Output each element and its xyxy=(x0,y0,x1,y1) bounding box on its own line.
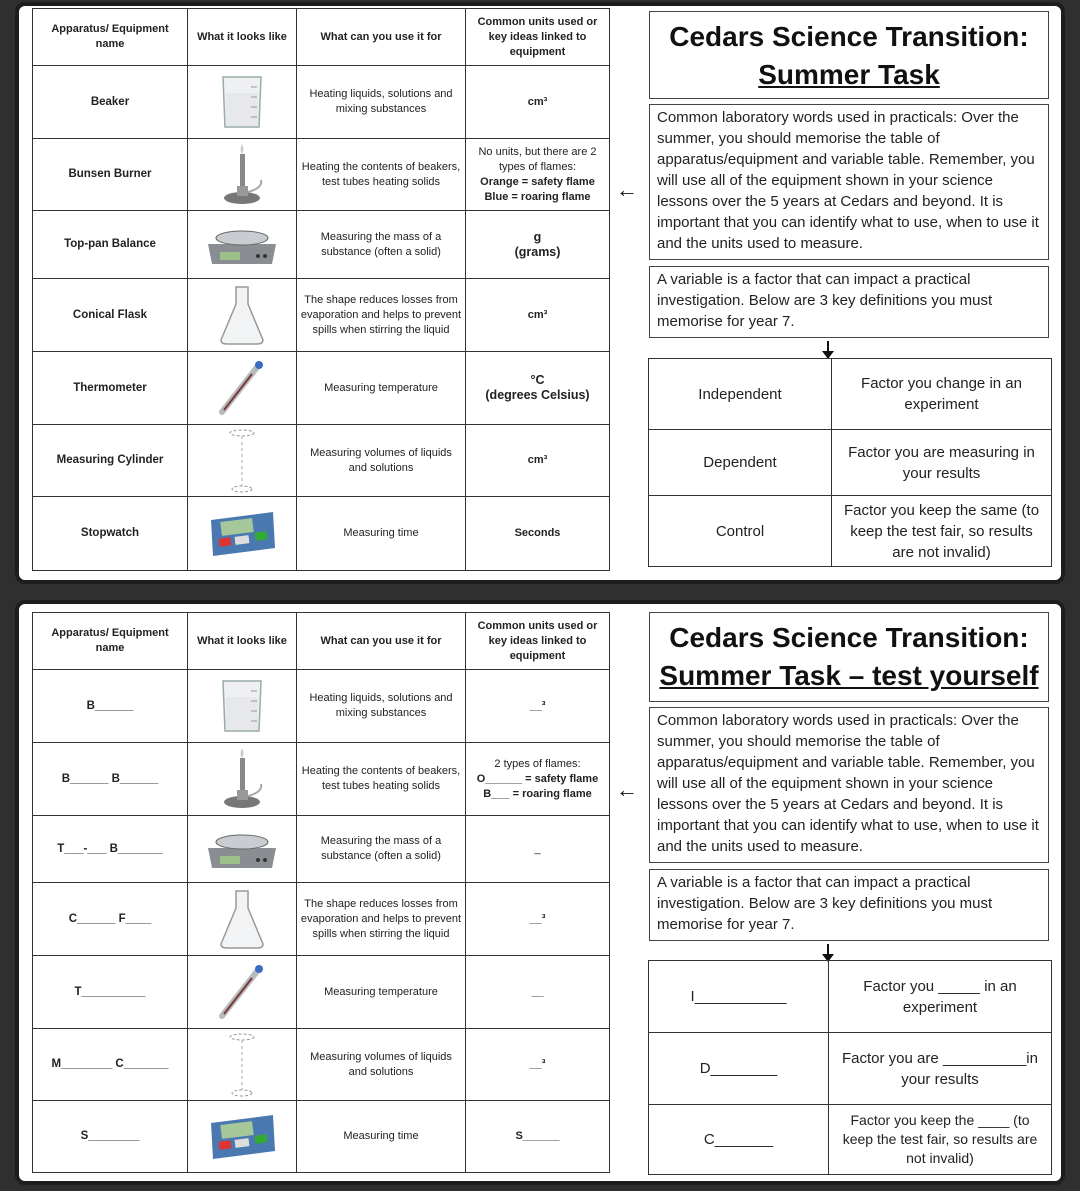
table-row xyxy=(33,66,610,139)
variable-definition: Factor you keep the same (to keep the test fair, so results are not invalid) xyxy=(832,496,1052,567)
balance-icon xyxy=(188,816,297,883)
beaker-icon xyxy=(188,66,297,139)
variable-term-blank: I___________ xyxy=(649,961,829,1033)
table-row xyxy=(33,1029,610,1101)
instructions-text: Common laboratory words used in practicals: Over the summer, you should memorise the table of apparatus/equipment and variable table. Remember, you will use all of the equipment shown in your science lessons over the 5 years at Cedars and beyond. It is important that you can identify what to use, when to use it and the units used to measure. xyxy=(657,109,1039,252)
table-row xyxy=(649,961,1052,1033)
equipment-table xyxy=(32,612,610,1173)
conical-flask-icon xyxy=(188,279,297,352)
equipment-use: Heating liquids, solutions and mixing substances xyxy=(297,66,466,139)
instructions-text: Common laboratory words used in practicals: Over the summer, you should memorise the table of apparatus/equipment and variable table. Remember, you will use all of the equipment shown in your science lessons over the 5 years at Cedars and beyond. It is important that you can identify what to use, when to use it and the units used to measure. xyxy=(657,712,1039,855)
units-line: B___ = roaring flame xyxy=(483,787,592,800)
title-line: Cedars Science Transition: xyxy=(669,622,1029,653)
equipment-use: Measuring volumes of liquids and solutions xyxy=(297,1029,466,1101)
variable-term: Independent xyxy=(649,359,832,430)
units-line: O______ = safety flame xyxy=(476,772,599,785)
title-line: Cedars Science Transition: xyxy=(669,21,1029,52)
header-apparatus: Apparatus/ Equipment name xyxy=(33,613,188,670)
header-use: What can you use it for xyxy=(297,613,466,670)
arrow-left-icon: ← xyxy=(616,777,638,802)
equipment-name: Stopwatch xyxy=(33,497,188,571)
equipment-name-blank: S________ xyxy=(33,1101,188,1173)
table-row xyxy=(649,430,1052,496)
equipment-use: Heating liquids, solutions and mixing substances xyxy=(297,670,466,743)
variable-term: Control xyxy=(649,496,832,567)
equipment-units: cm³ xyxy=(466,425,610,497)
variable-intro-box xyxy=(649,869,1049,941)
variable-definition-blank: Factor you are __________in your results xyxy=(829,1033,1052,1105)
units-line: Blue = roaring flame xyxy=(484,190,591,203)
table-row xyxy=(33,816,610,883)
summer-task-panel xyxy=(15,2,1065,584)
header-apparatus: Apparatus/ Equipment name xyxy=(33,9,188,66)
equipment-name-blank: B______ B______ xyxy=(33,743,188,816)
header-looks-like: What it looks like xyxy=(188,9,297,66)
equipment-name: Beaker xyxy=(33,66,188,139)
variable-term: Dependent xyxy=(649,430,832,496)
bunsen-burner-icon xyxy=(188,139,297,211)
equipment-units-blank: __³ xyxy=(466,1029,610,1101)
equipment-name: Bunsen Burner xyxy=(33,139,188,211)
equipment-name-blank: B______ xyxy=(33,670,188,743)
equipment-use: Measuring temperature xyxy=(297,352,466,425)
equipment-name: Measuring Cylinder xyxy=(33,425,188,497)
units-line: 2 types of flames: xyxy=(494,757,581,770)
equipment-name: Thermometer xyxy=(33,352,188,425)
variables-table xyxy=(648,960,1052,1175)
table-row xyxy=(649,496,1052,567)
instructions-box xyxy=(649,707,1049,863)
measuring-cylinder-icon xyxy=(188,1029,297,1101)
equipment-table xyxy=(32,8,610,571)
equipment-units: cm³ xyxy=(466,279,610,352)
table-row xyxy=(33,425,610,497)
thermometer-icon xyxy=(188,352,297,425)
header-looks-like: What it looks like xyxy=(188,613,297,670)
equipment-units-blank: _ xyxy=(466,816,610,883)
variable-definition-blank: Factor you keep the ____ (to keep the test fair, so results are not invalid) xyxy=(829,1105,1052,1175)
table-row xyxy=(649,1105,1052,1175)
variable-intro-text: A variable is a factor that can impact a practical investigation. Below are 3 key definitions you must memorise for year 7. xyxy=(657,874,993,933)
equipment-use: Heating the contents of beakers, test tubes heating solids xyxy=(297,743,466,816)
table-row xyxy=(33,1101,610,1173)
table-row xyxy=(33,497,610,571)
equipment-units xyxy=(466,211,610,279)
equipment-units-blank: S______ xyxy=(466,1101,610,1173)
equipment-name-blank: T__________ xyxy=(33,956,188,1029)
table-row xyxy=(33,670,610,743)
stopwatch-icon xyxy=(188,497,297,571)
header-units: Common units used or key ideas linked to equipment xyxy=(466,613,610,670)
equipment-use: Measuring the mass of a substance (often a solid) xyxy=(297,816,466,883)
variable-definition: Factor you change in an experiment xyxy=(832,359,1052,430)
equipment-units xyxy=(466,743,610,816)
balance-icon xyxy=(188,211,297,279)
page-title xyxy=(649,11,1049,99)
variable-term-blank: C_______ xyxy=(649,1105,829,1175)
equipment-use: Heating the contents of beakers, test tubes heating solids xyxy=(297,139,466,211)
equipment-use: Measuring temperature xyxy=(297,956,466,1029)
equipment-use: Measuring volumes of liquids and solutions xyxy=(297,425,466,497)
table-row xyxy=(33,211,610,279)
arrow-left-icon: ← xyxy=(616,177,638,202)
beaker-icon xyxy=(188,670,297,743)
equipment-units: Seconds xyxy=(466,497,610,571)
equipment-name: Conical Flask xyxy=(33,279,188,352)
variables-table xyxy=(648,358,1052,567)
conical-flask-icon xyxy=(188,883,297,956)
bunsen-burner-icon xyxy=(188,743,297,816)
thermometer-icon xyxy=(188,956,297,1029)
equipment-units-blank: __³ xyxy=(466,670,610,743)
stopwatch-icon xyxy=(188,1101,297,1173)
variable-definition-blank: Factor you _____ in an experiment xyxy=(829,961,1052,1033)
title-line: Summer Task – test yourself xyxy=(659,660,1039,691)
page-title xyxy=(649,612,1049,702)
units-line: No units, but there are 2 types of flames: xyxy=(478,145,597,173)
equipment-use: Measuring time xyxy=(297,497,466,571)
equipment-units-blank: __³ xyxy=(466,883,610,956)
measuring-cylinder-icon xyxy=(188,425,297,497)
variable-intro-text: A variable is a factor that can impact a practical investigation. Below are 3 key definitions you must memorise for year 7. xyxy=(657,271,993,330)
equipment-use: The shape reduces losses from evaporation and helps to prevent spills when stirring the liquid xyxy=(297,883,466,956)
equipment-name-blank: M________ C_______ xyxy=(33,1029,188,1101)
equipment-units xyxy=(466,352,610,425)
equipment-use: The shape reduces losses from evaporation and helps to prevent spills when stirring the liquid xyxy=(297,279,466,352)
units-sub: (grams) xyxy=(514,244,561,259)
variable-term-blank: D________ xyxy=(649,1033,829,1105)
equipment-use: Measuring time xyxy=(297,1101,466,1173)
equipment-name-blank: T___-___ B_______ xyxy=(33,816,188,883)
equipment-units xyxy=(466,139,610,211)
table-row xyxy=(33,956,610,1029)
table-row xyxy=(33,352,610,425)
table-row xyxy=(33,279,610,352)
units-sub: (degrees Celsius) xyxy=(485,388,590,402)
table-row xyxy=(649,359,1052,430)
variable-definition: Factor you are measuring in your results xyxy=(832,430,1052,496)
test-yourself-panel xyxy=(15,600,1065,1185)
header-use: What can you use it for xyxy=(297,9,466,66)
equipment-name: Top-pan Balance xyxy=(33,211,188,279)
equipment-units-blank: __ xyxy=(466,956,610,1029)
table-row xyxy=(649,1033,1052,1105)
table-row xyxy=(33,743,610,816)
units-value: °C xyxy=(530,373,545,387)
title-line: Summer Task xyxy=(758,59,940,90)
equipment-name-blank: C______ F____ xyxy=(33,883,188,956)
equipment-use: Measuring the mass of a substance (often a solid) xyxy=(297,211,466,279)
header-units: Common units used or key ideas linked to equipment xyxy=(466,9,610,66)
table-row xyxy=(33,883,610,956)
equipment-units: cm³ xyxy=(466,66,610,139)
variable-intro-box xyxy=(649,266,1049,338)
table-row xyxy=(33,139,610,211)
units-value: g xyxy=(533,229,542,244)
units-line: Orange = safety flame xyxy=(480,175,595,188)
instructions-box xyxy=(649,104,1049,260)
